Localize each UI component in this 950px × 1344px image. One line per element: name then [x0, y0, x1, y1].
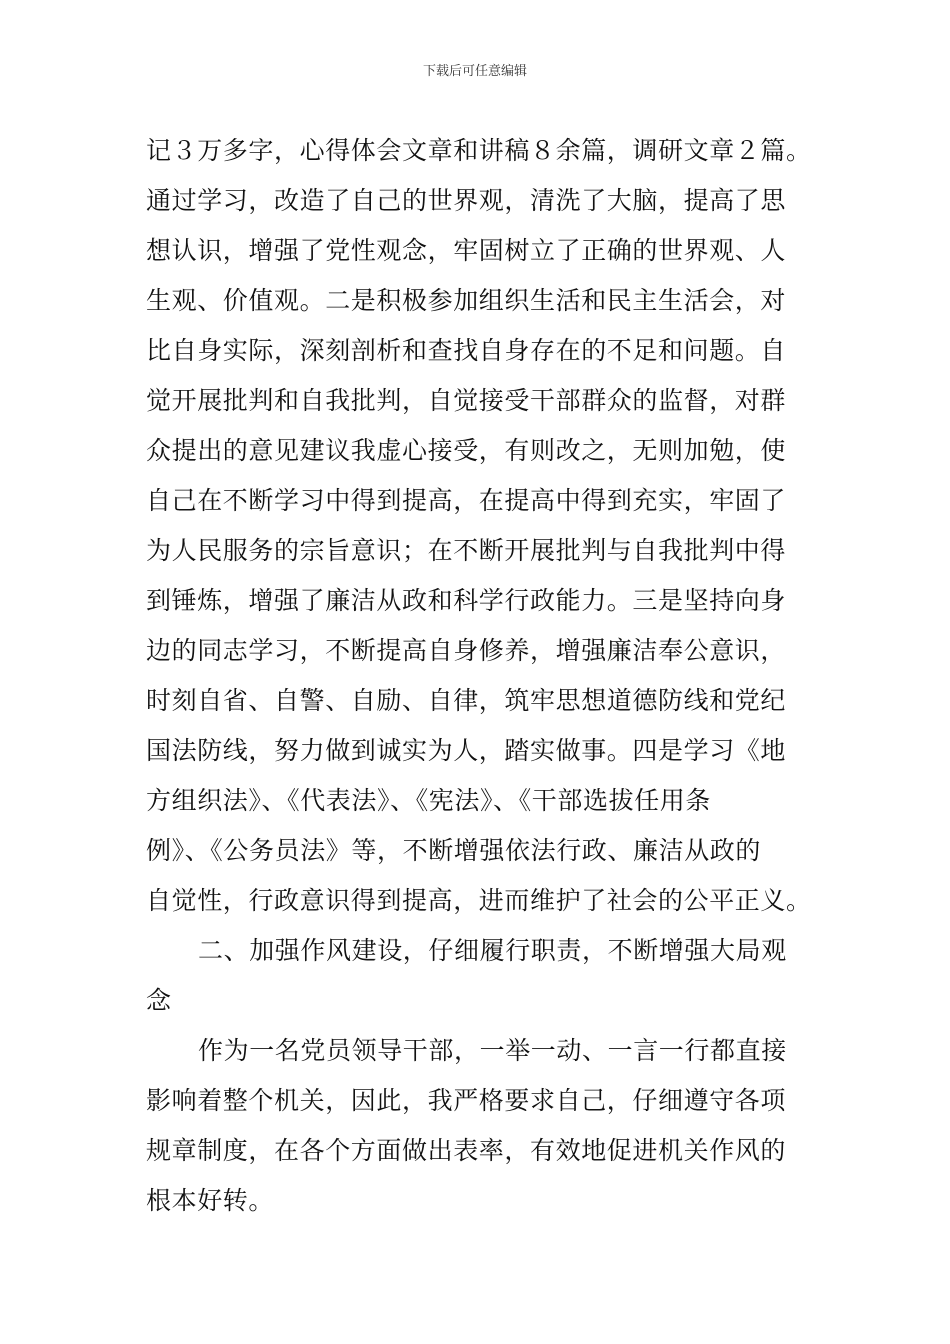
paragraph-line: 根本好转。	[146, 1186, 275, 1215]
paragraph-line: 为人民服务的宗旨意识；在不断开展批判与自我批判中得	[146, 536, 787, 565]
paragraph-line: 众提出的意见建议我虚心接受，有则改之，无则加勉，使	[146, 436, 787, 465]
paragraph-line: 规章制度，在各个方面做出表率，有效地促进机关作风的	[146, 1136, 787, 1165]
paragraph-line: 自觉性，行政意识得到提高，进而维护了社会的公平正义。	[146, 886, 812, 915]
section-heading-continuation: 念	[146, 986, 172, 1015]
paragraph-line: 边的同志学习，不断提高自身修养，增强廉洁奉公意识，	[146, 636, 787, 665]
paragraph-line: 国法防线，努力做到诚实为人，踏实做事。四是学习《地	[146, 736, 787, 765]
paragraph-line: 记３万多字，心得体会文章和讲稿８余篇，调研文章２篇。	[146, 136, 812, 165]
paragraph-line: 时刻自省、自警、自励、自律，筑牢思想道德防线和党纪	[146, 686, 787, 715]
section-heading: 二、加强作风建设，仔细履行职责，不断增强大局观	[198, 936, 787, 965]
document-body	[146, 126, 812, 1226]
paragraph-line: 觉开展批判和自我批判，自觉接受干部群众的监督，对群	[146, 386, 787, 415]
paragraph-line: 自己在不断学习中得到提高，在提高中得到充实，牢固了	[146, 486, 787, 515]
paragraph-line: 通过学习，改造了自己的世界观，清洗了大脑，提高了思	[146, 186, 787, 215]
paragraph-line: 比自身实际，深刻剖析和查找自身存在的不足和问题。自	[146, 336, 787, 365]
paragraph-line: 到锤炼，增强了廉洁从政和科学行政能力。三是坚持向身	[146, 586, 787, 615]
paragraph-line: 影响着整个机关，因此，我严格要求自己，仔细遵守各项	[146, 1086, 787, 1115]
paragraph-line: 方组织法》、《代表法》、《宪法》、《干部选拔任用条	[146, 786, 712, 815]
paragraph-line: 生观、价值观。二是积极参加组织生活和民主生活会，对	[146, 286, 787, 315]
paragraph-line: 想认识，增强了党性观念，牢固树立了正确的世界观、人	[146, 236, 787, 265]
paragraph-line: 作为一名党员领导干部，一举一动、一言一行都直接	[198, 1036, 787, 1065]
paragraph-line: 例》、《公务员法》等，不断增强依法行政、廉洁从政的	[146, 836, 762, 865]
header-note: 下载后可任意编辑	[422, 64, 527, 79]
